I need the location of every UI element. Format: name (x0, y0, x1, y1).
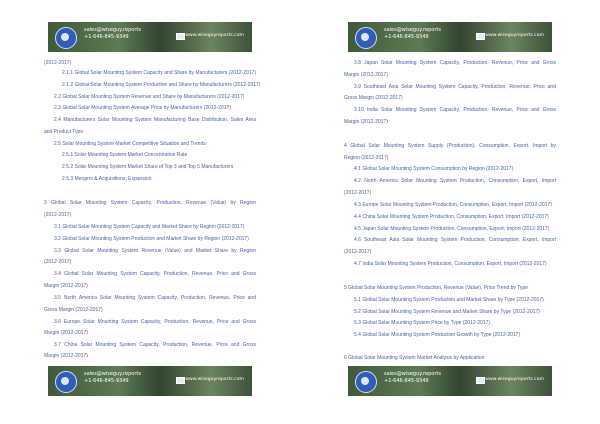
toc-entry[interactable]: 6 Global Solar Mounting System Market Analysis by Application (344, 355, 485, 361)
email-icon (476, 33, 485, 40)
banner-website[interactable]: www.wiseguyreports.com (485, 33, 544, 38)
toc-entry[interactable]: 2.3 Global Solar Mounting System Average Price by Manufacturers (2012-2017) (54, 105, 231, 111)
banner-phone: +1-646-845-9349 (84, 34, 129, 40)
toc-entry[interactable]: Margin (2012-2017) (44, 283, 88, 289)
toc-entry[interactable]: 4.6 Southeast Asia Solar Mounting System Production, Consumption, Export, Import (354, 237, 556, 243)
toc-entry[interactable]: (2012-2017) (44, 60, 72, 66)
banner-phone: +1-646-845-9349 (84, 378, 129, 384)
banner-contact (384, 371, 441, 385)
footer-banner (48, 366, 252, 396)
email-icon (176, 33, 185, 40)
toc-entry[interactable]: (2012-2017) (44, 259, 72, 265)
toc-entry[interactable]: (2012-2017) (344, 190, 372, 196)
toc-entry[interactable]: 2.5 Solar Mounting System Market Competitive Situation and Trends (54, 141, 206, 147)
toc-entry[interactable]: 2.5.2 Solar Mounting System Market Share of Top 3 and Top 5 Manufacturers (62, 164, 234, 170)
toc-entry[interactable]: 4.1 Global Solar Mounting System Consumption by Region (2012-2017) (354, 166, 514, 172)
toc-entry[interactable]: (2012-2017) (344, 249, 372, 255)
toc-entry[interactable]: 3.5 North America Solar Mounting System Capacity, Production, Revenue, Price and (54, 295, 256, 301)
header-banner (48, 22, 252, 52)
wiseguy-logo-icon (55, 371, 77, 393)
toc-entry[interactable]: Gross Margin (2012-2017) (44, 307, 103, 313)
banner-website[interactable]: www.wiseguyreports.com (485, 377, 544, 382)
banner-website[interactable]: www.wiseguyreports.com (185, 33, 244, 38)
toc-entry[interactable]: 4.4 China Solar Mounting System Production, Consumption, Export, Import (2012-2017) (354, 214, 549, 220)
banner-email[interactable]: sales@wiseguy.reports (84, 371, 141, 377)
toc-entry[interactable]: 3.9 Southeast Asia Solar Mounting System Capacity, Production, Revenue, Price and (354, 84, 556, 90)
toc-entry[interactable]: Region (2012-2017) (344, 155, 389, 161)
toc-entry[interactable]: 5.4 Global Solar Mounting System Production Growth by Type (2012-2017) (354, 332, 521, 338)
toc-entry[interactable]: 4.3 Europe Solar Mounting System Production, Consumption, Export, Import (2012-2017) (354, 202, 552, 208)
toc-entry[interactable]: (2012-2017) (44, 212, 72, 218)
toc-entry[interactable]: Margin (2012-2017) (344, 119, 388, 125)
wiseguy-logo-icon (55, 27, 77, 49)
toc-entry[interactable]: 3.2 Global Solar Mounting System Production and Market Share by Region (2012-2017) (54, 236, 249, 242)
banner-contact (84, 371, 141, 385)
toc-entry[interactable]: 2.1.2 Global Solar Mounting System Production and Share by Manufacturers (2012-2017) (62, 82, 261, 88)
toc-entry[interactable]: 3.4 Global Solar Mounting System Capacity, Production, Revenue, Price and Gross (54, 271, 256, 277)
right-page (300, 0, 600, 424)
toc-entry[interactable]: 5.3 Global Solar Mounting System Price by Type (2012-2017) (354, 320, 491, 326)
banner-website[interactable]: www.wiseguyreports.com (185, 377, 244, 382)
toc-entry[interactable]: 3.7 China Solar Mounting System Capacity, Production, Revenue, Price and Gross (54, 342, 256, 348)
toc-entry[interactable]: Margin (2012-2017) (344, 72, 388, 78)
toc-entry[interactable]: 2.5.3 Mergers & Acquisitions, Expansion (62, 176, 152, 182)
toc-entry[interactable]: Margin (2012-2017) (44, 330, 88, 336)
banner-contact (84, 27, 141, 41)
toc-entry[interactable]: 5 Global Solar Mounting System Production, Revenue (Value), Price Trend by Type (344, 285, 529, 291)
toc-entry[interactable]: 4.7 India Solar Mounting System Production, Consumption, Export, Import (2012-2017) (354, 261, 547, 267)
toc-entry[interactable]: 3.10 India Solar Mounting System Capacity, Production, Revenue, Price and Gross (354, 107, 556, 113)
email-icon (176, 377, 185, 384)
toc-entry[interactable]: and Product Type (44, 129, 84, 135)
header-banner (348, 22, 552, 52)
toc-entry[interactable]: 3.8 Japan Solar Mounting System Capacity, Production, Revenue, Price and Gross (354, 60, 556, 66)
toc-entry[interactable]: 5.1 Global Solar Mounting System Production and Market Share by Type (2012-2017) (354, 297, 544, 303)
banner-email[interactable]: sales@wiseguy.reports (84, 27, 141, 33)
wiseguy-logo-icon (355, 27, 377, 49)
toc-entry[interactable]: 3 Global Solar Mounting System Capacity, Production, Revenue (Value) by Region (44, 200, 256, 206)
toc-entry[interactable]: 3.3 Global Solar Mounting System Revenue (Value) and Market Share by Region (54, 248, 256, 254)
toc-entry[interactable]: 2.1.1 Global Solar Mounting System Capacity and Share by Manufacturers (2012-2017) (62, 70, 256, 76)
toc-entry[interactable]: 3.1 Global Solar Mounting System Capacity and Market Share by Region (2012-2017) (54, 224, 245, 230)
toc-entry[interactable]: 4 Global Solar Mounting System Supply (Production), Consumption, Export, Import by (344, 143, 556, 149)
banner-contact (384, 27, 441, 41)
banner-phone: +1-646-845-9349 (384, 378, 429, 384)
toc-entry[interactable]: Margin (2012-2017) (44, 353, 88, 359)
toc-entry[interactable]: 5.2 Global Solar Mounting System Revenue and Market Share by Type (2012-2017) (354, 309, 540, 315)
toc-entry[interactable]: 4.5 Japan Solar Mounting System Production, Consumption, Export, Import (2012-2017) (354, 226, 550, 232)
wiseguy-logo-icon (355, 371, 377, 393)
toc-entry[interactable]: 2.4 Manufacturers Solar Mounting System Manufacturing Base Distribution, Sales Area (54, 117, 256, 123)
toc-entry[interactable]: Gross Margin (2012-2017) (344, 95, 403, 101)
banner-phone: +1-646-845-9349 (384, 34, 429, 40)
toc-entry[interactable]: 4.2 North America Solar Mounting System Production, Consumption, Export, Import (354, 178, 556, 184)
banner-email[interactable]: sales@wiseguy.reports (384, 27, 441, 33)
email-icon (476, 377, 485, 384)
banner-email[interactable]: sales@wiseguy.reports (384, 371, 441, 377)
toc-entry[interactable]: 3.6 Europe Solar Mounting System Capacity, Production, Revenue, Price and Gross (54, 319, 256, 325)
toc-entry[interactable]: 2.5.1 Solar Mounting System Market Concentration Rate (62, 152, 188, 158)
footer-banner (348, 366, 552, 396)
toc-entry[interactable]: 2.2 Global Solar Mounting System Revenue and Share by Manufacturers (2012-2017) (54, 94, 245, 100)
